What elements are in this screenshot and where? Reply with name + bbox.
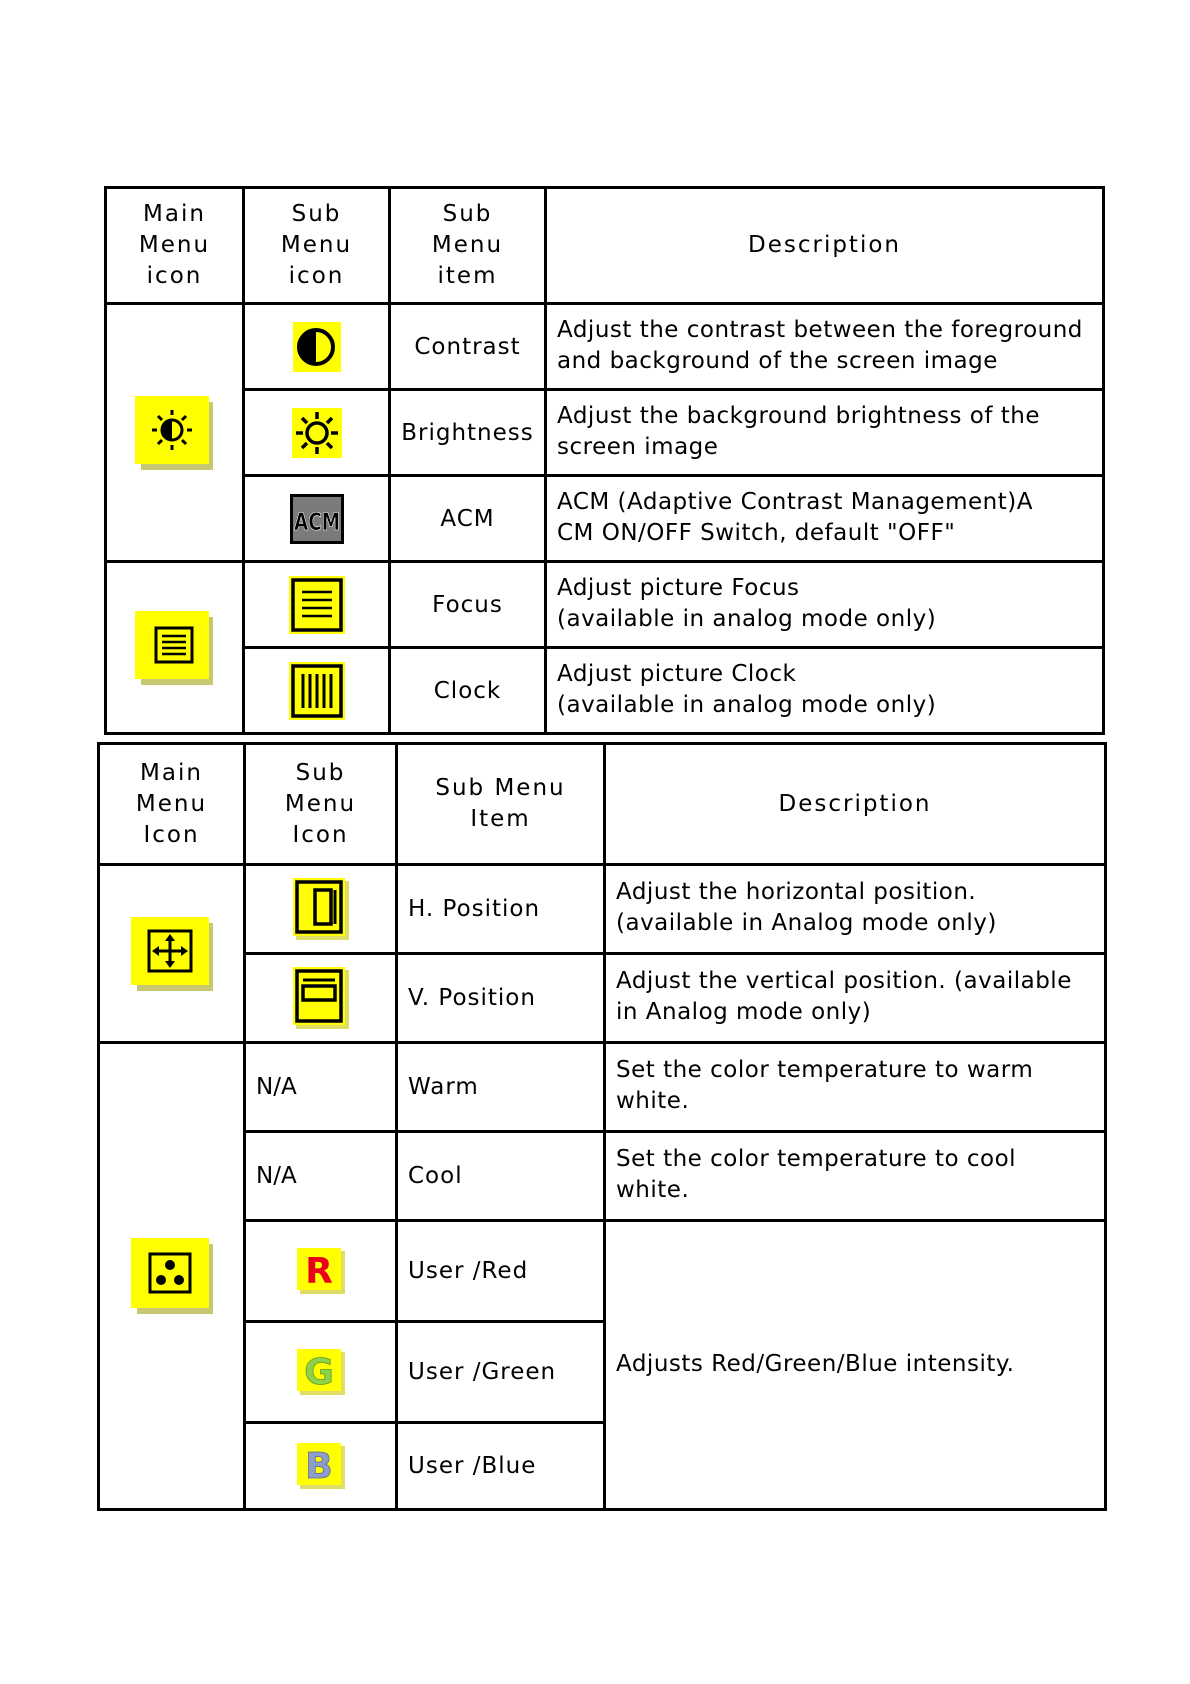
header-main-menu-icon: Main Menu icon [106,188,244,304]
clock-icon [289,662,345,720]
main-icon-cell [99,865,245,1043]
acm-icon-text: ACM [293,507,340,536]
sub-menu-item: ACM [390,476,546,562]
table-row [106,562,1104,648]
sub-menu-item: User /Red [397,1221,605,1322]
item-description: Adjust picture Clock (available in analog mode only) [546,648,1104,734]
red-icon-letter: R [304,1251,333,1292]
blue-icon [297,1443,345,1489]
sub-menu-item: User /Green [397,1322,605,1423]
acm-icon [290,494,344,544]
blue-icon-letter: B [304,1446,333,1487]
sub-icon-cell [244,562,390,648]
rgb-description: Adjusts Red/Green/Blue intensity. [605,1221,1106,1510]
table-row [99,865,1106,954]
item-description: Set the color temperature to warm white. [605,1043,1106,1132]
osd-table-position-color [97,742,1107,1511]
header-sub-menu-item: Sub Menu Item [397,744,605,865]
sub-icon-cell [245,1423,397,1510]
item-description: Adjust the horizontal position. (available in Analog mode only) [605,865,1106,954]
sub-menu-item: Warm [397,1043,605,1132]
item-description: Adjust the background brightness of the screen image [546,390,1104,476]
sub-icon-cell [245,865,397,954]
sub-icon-cell [244,304,390,390]
h-position-icon [293,878,349,940]
header-sub-menu-icon: Sub Menu icon [244,188,390,304]
item-description: Adjust picture Focus (available in analog mode only) [546,562,1104,648]
sub-icon-cell [245,1322,397,1423]
focus-icon [289,576,345,634]
sub-menu-item: Brightness [390,390,546,476]
table-row [99,1132,1106,1221]
sub-menu-item: Focus [390,562,546,648]
table2-header-row [99,744,1106,865]
sub-icon-cell [244,390,390,476]
main-icon-cell [106,562,244,734]
color-temperature-main-icon [131,1238,213,1314]
sub-icon-cell [245,1221,397,1322]
v-position-icon [293,967,349,1029]
sub-icon-cell [245,954,397,1043]
image-main-icon [135,611,215,685]
main-icon-cell [106,304,244,562]
sub-icon-na: N/A [245,1132,397,1221]
sub-menu-item: User /Blue [397,1423,605,1510]
osd-table-picture [104,186,1105,735]
table-row [106,648,1104,734]
table1-header-row [106,188,1104,304]
sub-menu-item: H. Position [397,865,605,954]
header-description: Description [546,188,1104,304]
item-description: Adjust the vertical position. (available in Analog mode only) [605,954,1106,1043]
table-row [99,954,1106,1043]
table-row [106,390,1104,476]
contrast-icon [293,322,341,372]
table-row [106,304,1104,390]
sub-icon-cell [244,476,390,562]
brightness-icon [292,408,342,458]
sub-icon-na: N/A [245,1043,397,1132]
green-icon [297,1349,345,1395]
header-sub-menu-item: Sub Menu item [390,188,546,304]
item-description: Set the color temperature to cool white. [605,1132,1106,1221]
item-description: Adjust the contrast between the foreground and background of the screen image [546,304,1104,390]
table-row [99,1043,1106,1132]
sub-menu-item: Cool [397,1132,605,1221]
sub-menu-item: Contrast [390,304,546,390]
red-icon [297,1248,345,1294]
table-row [99,1221,1106,1322]
sub-menu-item: V. Position [397,954,605,1043]
header-description: Description [605,744,1106,865]
sub-icon-cell [244,648,390,734]
brightness-main-icon [135,396,215,470]
position-main-icon [131,917,213,991]
main-icon-cell [99,1043,245,1510]
item-description: ACM (Adaptive Contrast Management)A CM ON/OFF Switch, default "OFF" [546,476,1104,562]
green-icon-letter: G [303,1352,334,1393]
header-sub-menu-icon: Sub Menu Icon [245,744,397,865]
header-main-menu-icon: Main Menu Icon [99,744,245,865]
sub-menu-item: Clock [390,648,546,734]
table-row [106,476,1104,562]
